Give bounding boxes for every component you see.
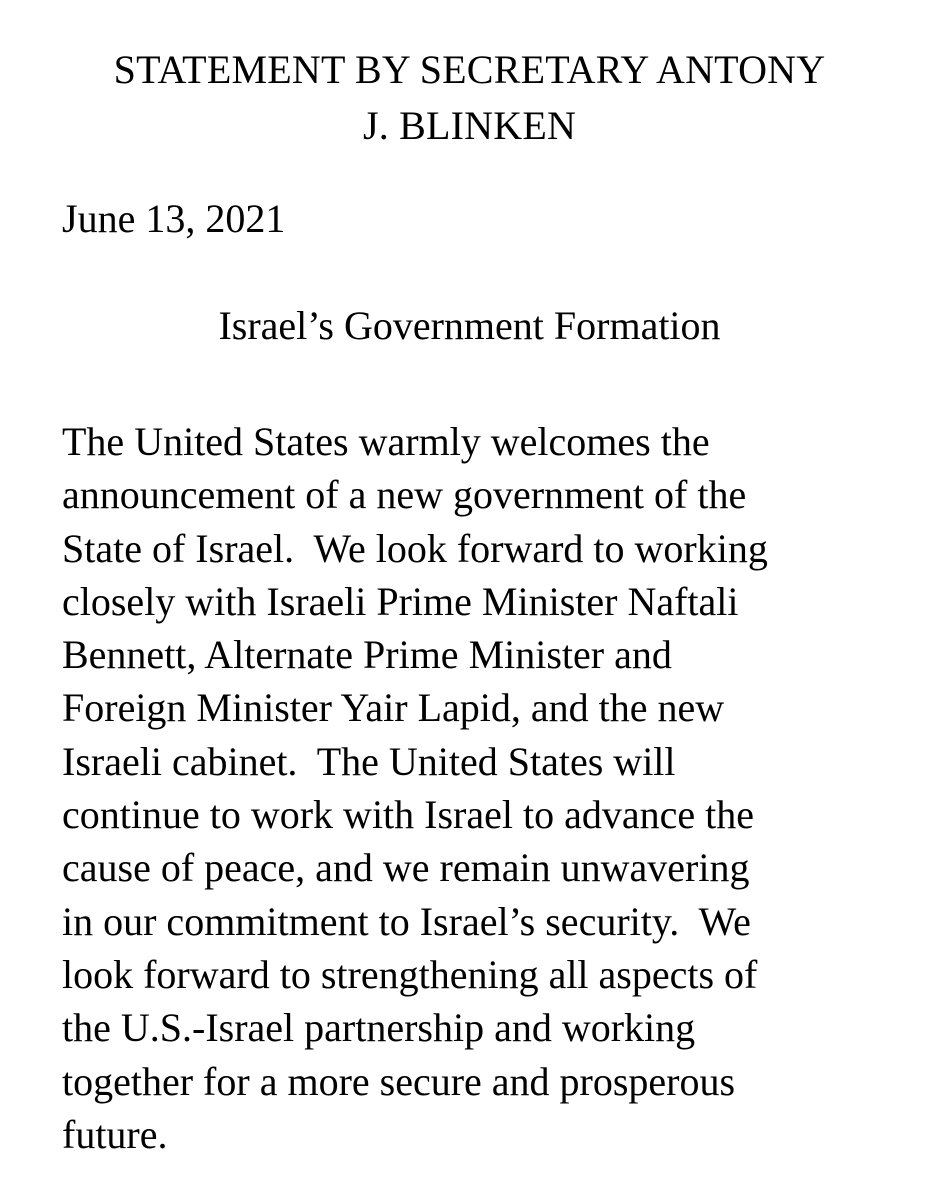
- body-line: State of Israel. We look forward to working: [62, 525, 768, 571]
- body-line: the U.S.-Israel partnership and working: [62, 1005, 696, 1051]
- body-line: in our commitment to Israel’s security. We: [62, 898, 751, 944]
- statement-body: [62, 415, 922, 1161]
- body-line: together for a more secure and prosperous: [62, 1058, 736, 1104]
- statement-title: [40, 42, 899, 154]
- body-line: continue to work with Israel to advance the: [62, 792, 754, 838]
- body-line: Bennett, Alternate Prime Minister and: [62, 632, 672, 678]
- body-line: The United States warmly welcomes the: [62, 419, 710, 464]
- body-line: future.: [62, 1111, 168, 1157]
- body-line: Foreign Minister Yair Lapid, and the new: [62, 685, 725, 731]
- body-line: announcement of a new government of the: [62, 472, 747, 518]
- body-line: Israeli cabinet. The United States will: [62, 738, 676, 784]
- body-line: cause of peace, and we remain unwavering: [62, 845, 750, 891]
- title-line-1: STATEMENT BY SECRETARY ANTONY: [113, 47, 826, 92]
- body-line: closely with Israeli Prime Minister Naftali: [62, 578, 739, 624]
- title-line-2: J. BLINKEN: [362, 103, 577, 148]
- statement-heading: Israel’s Government Formation: [218, 303, 721, 348]
- statement-date: June 13, 2021: [62, 196, 286, 241]
- body-line: look forward to strengthening all aspects of: [62, 951, 758, 997]
